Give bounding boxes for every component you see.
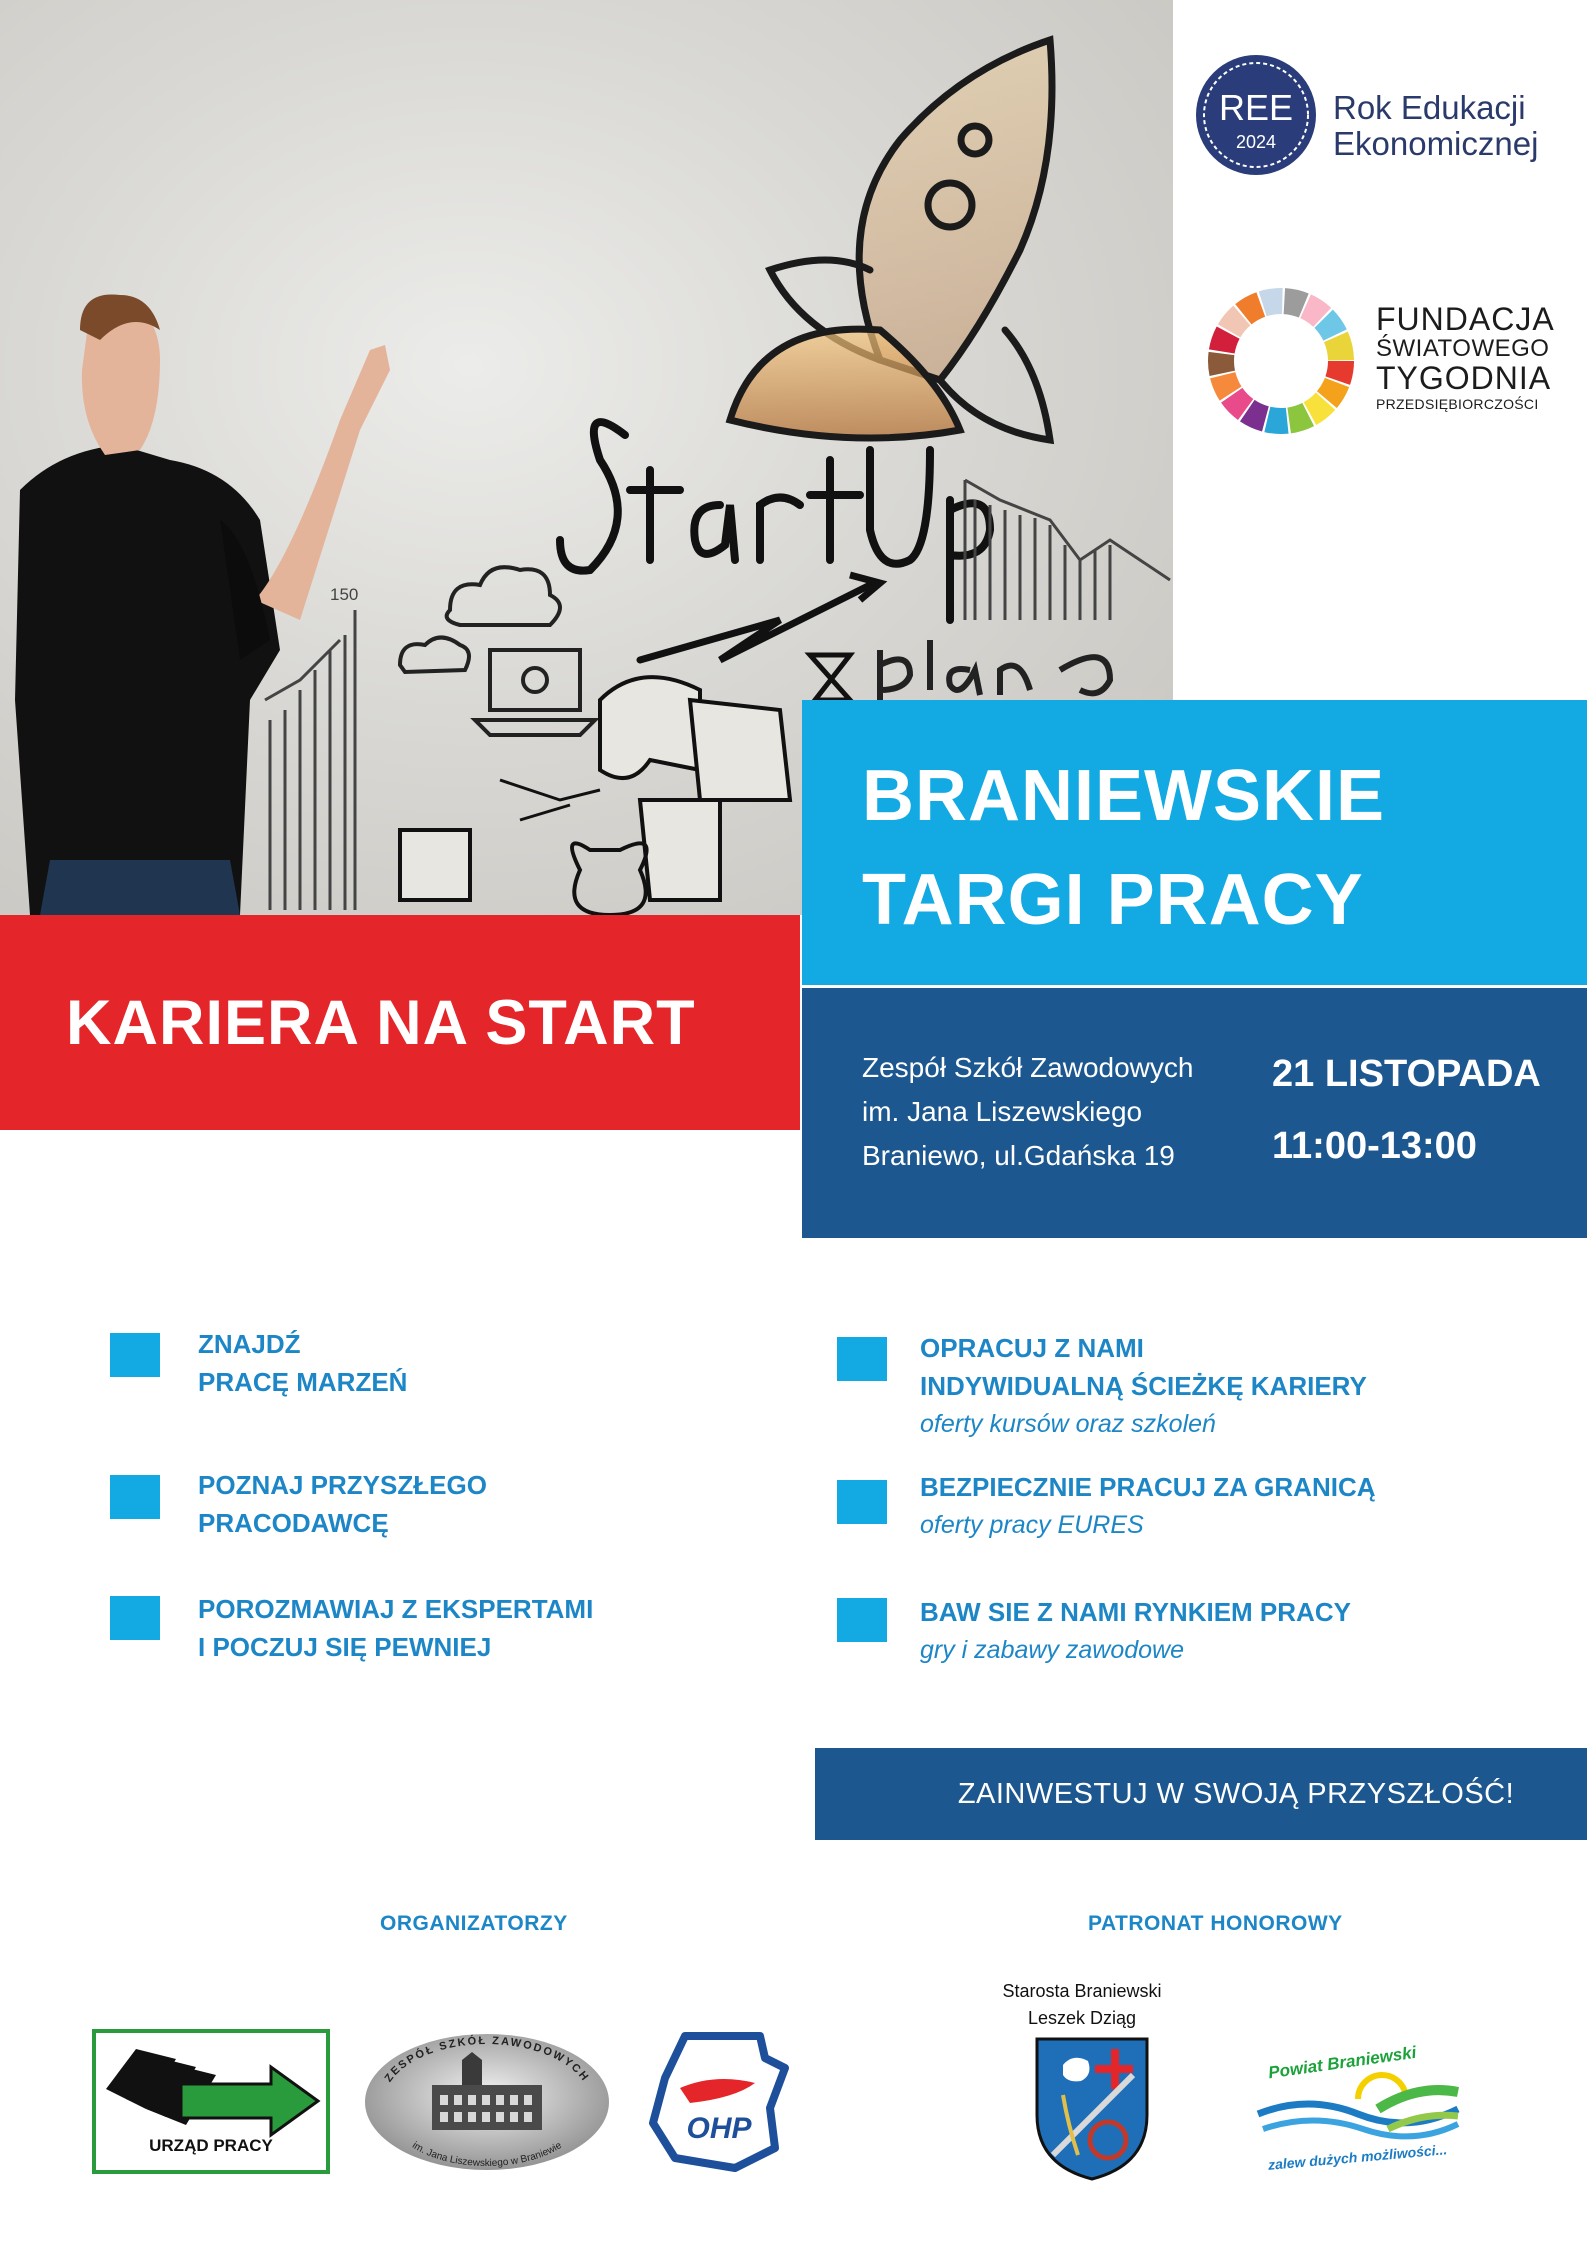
urzad-pracy-label: URZĄD PRACY bbox=[149, 2136, 273, 2155]
zsz-emblem-icon bbox=[362, 2030, 612, 2175]
benefit-title: PRACODAWCĘ bbox=[198, 1508, 389, 1538]
cta-banner: ZAINWESTUJ W SWOJĄ PRZYSZŁOŚĆ! bbox=[815, 1748, 1587, 1840]
zsz-bottom-path: im. Jana Liszewskiego w Braniewie bbox=[410, 2140, 564, 2170]
benefit-item bbox=[198, 1325, 407, 1401]
event-date: 21 LISTOPADA bbox=[1272, 1053, 1541, 1095]
ree-line2: Ekonomicznej bbox=[1333, 125, 1539, 162]
ree-logo-text bbox=[1333, 90, 1538, 162]
benefit-title: ZNAJDŹ bbox=[198, 1329, 301, 1359]
benefit-subtitle: gry i zabawy zawodowe bbox=[920, 1636, 1185, 1664]
hourglass-sketch bbox=[810, 655, 850, 700]
tagline-panel bbox=[0, 915, 800, 1130]
sketch-number: 150 bbox=[330, 585, 359, 604]
ohp-label: OHP bbox=[686, 2112, 752, 2145]
ohp-shield-icon bbox=[645, 2028, 793, 2176]
coat-of-arms-logo bbox=[1033, 2035, 1151, 2183]
headline-panel bbox=[802, 700, 1587, 985]
puzzle-sketch bbox=[400, 677, 790, 900]
benefit-title: POZNAJ PRZYSZŁEGO bbox=[198, 1470, 487, 1500]
event-title-line1: BRANIEWSKIE bbox=[862, 756, 1386, 836]
bullet-square bbox=[837, 1480, 887, 1524]
benefit-title: I POCZUJ SIĘ PEWNIEJ bbox=[198, 1632, 492, 1662]
benefit-item bbox=[920, 1329, 1367, 1443]
fundacja-ring-icon bbox=[1203, 283, 1359, 439]
chart-sketch-right bbox=[965, 480, 1170, 620]
benefit-item bbox=[920, 1593, 1351, 1669]
benefit-title: OPRACUJ Z NAMI bbox=[920, 1333, 1144, 1363]
benefit-item bbox=[198, 1466, 487, 1542]
fundacja-line1: FUNDACJA bbox=[1376, 301, 1555, 337]
powiat-braniewski-logo bbox=[1248, 2034, 1466, 2176]
ree-logo bbox=[1193, 52, 1563, 178]
fundacja-logo bbox=[1203, 283, 1563, 443]
venue-line1: Zespół Szkół Zawodowych bbox=[862, 1052, 1194, 1083]
cloud-laptop-sketch bbox=[400, 567, 595, 735]
fundacja-line3: TYGODNIA bbox=[1376, 360, 1552, 396]
benefit-title: PRACĘ MARZEŃ bbox=[198, 1367, 408, 1397]
patronage-heading: PATRONAT HONOROWY bbox=[1088, 1912, 1343, 1935]
ree-badge-text: REE bbox=[1218, 87, 1294, 128]
event-datetime bbox=[1272, 1038, 1541, 1182]
powiat-title: Powiat Braniewski bbox=[1266, 2042, 1418, 2083]
arrow-sketch bbox=[640, 585, 870, 660]
event-time: 11:00-13:00 bbox=[1272, 1125, 1477, 1167]
zsz-top-path: ZESPÓŁ SZKÓŁ ZAWODOWYCH bbox=[382, 2034, 592, 2085]
benefit-item bbox=[920, 1468, 1376, 1544]
fundacja-logo-text bbox=[1376, 303, 1555, 413]
venue-panel bbox=[802, 988, 1587, 1238]
zsz-logo bbox=[362, 2030, 612, 2175]
benefit-item bbox=[198, 1590, 593, 1666]
benefit-title: INDYWIDUALNĄ ŚCIEŻKĘ KARIERY bbox=[920, 1371, 1367, 1401]
benefit-subtitle: oferty kursów oraz szkoleń bbox=[920, 1410, 1216, 1438]
powiat-logo-icon bbox=[1248, 2034, 1466, 2176]
ohp-logo bbox=[645, 2028, 793, 2176]
tagline: KARIERA NA START bbox=[66, 987, 696, 1058]
event-title-line2: TARGI PRACY bbox=[862, 860, 1364, 940]
startup-lettering bbox=[560, 422, 990, 620]
starosta-line2: Leszek Dziąg bbox=[1027, 2008, 1137, 2028]
starosta-caption bbox=[972, 1978, 1192, 2032]
money-bag-sketch bbox=[572, 843, 647, 915]
benefit-subtitle: oferty pracy EURES bbox=[920, 1511, 1144, 1539]
chart-sketch-left bbox=[265, 610, 355, 910]
ree-badge-icon bbox=[1193, 52, 1319, 178]
rocket-sketch bbox=[730, 40, 1052, 440]
handshake-sketch bbox=[500, 780, 600, 820]
bullet-square bbox=[110, 1475, 160, 1519]
fundacja-line4: PRZEDSIĘBIORCZOŚCI bbox=[1376, 396, 1539, 412]
benefit-title: POROZMAWIAJ Z EKSPERTAMI bbox=[198, 1594, 594, 1624]
bullet-square bbox=[110, 1333, 160, 1377]
powiat-slogan: zalew dużych możliwości... bbox=[1267, 2141, 1448, 2173]
event-title bbox=[862, 744, 1587, 952]
coat-of-arms-icon bbox=[1033, 2035, 1151, 2183]
urzad-pracy-logo bbox=[92, 2029, 330, 2174]
organizers-heading: ORGANIZATORZY bbox=[380, 1912, 568, 1935]
fundacja-line2: ŚWIATOWEGO bbox=[1376, 335, 1550, 362]
person-figure bbox=[15, 294, 390, 915]
starosta-line1: Starosta Braniewski bbox=[1002, 1981, 1162, 2001]
benefit-title: BAW SIE Z NAMI RYNKIEM PRACY bbox=[920, 1597, 1351, 1627]
bullet-square bbox=[837, 1598, 887, 1642]
bullet-square bbox=[110, 1596, 160, 1640]
ree-badge-year: 2024 bbox=[1235, 132, 1277, 152]
venue-line2: im. Jana Liszewskiego bbox=[862, 1096, 1143, 1127]
benefit-title: BEZPIECZNIE PRACUJ ZA GRANICĄ bbox=[920, 1472, 1376, 1502]
venue-address bbox=[862, 1046, 1193, 1178]
venue-line3: Braniewo, ul.Gdańska 19 bbox=[862, 1140, 1175, 1171]
urzad-pracy-icon bbox=[96, 2039, 326, 2139]
bullet-square bbox=[837, 1337, 887, 1381]
ree-line1: Rok Edukacji bbox=[1333, 89, 1526, 126]
